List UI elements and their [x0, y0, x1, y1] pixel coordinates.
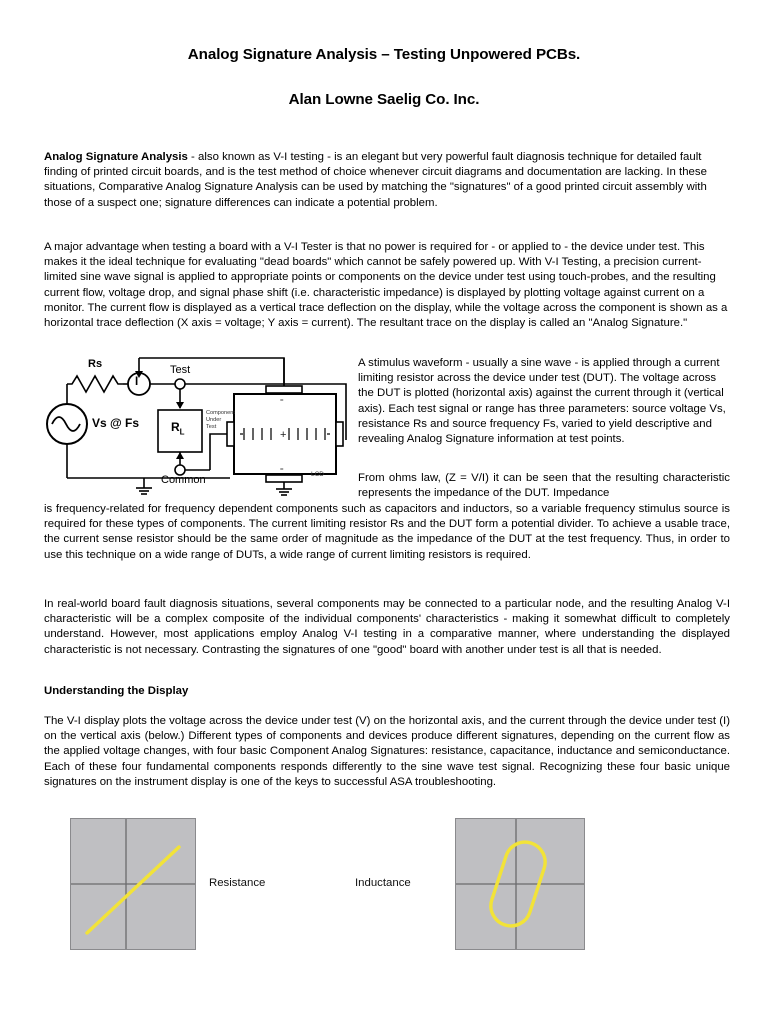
- paragraph-vi-display: The V-I display plots the voltage across the device under test (V) on the horizontal axis, and the current through the device under test (I) on the vertical axis (below.) Different types of components and devices produce different signatures, depending on the current flow as the applied voltage changes, with four basic Component Analog Signatures: resistance, capacitance, inductance and semiconductance. Each of these four fundamental components responds differently to the sine wave test signal. Recognizing these four basic unique signatures on the instrument display is one of the keys to successful ASA troubleshooting.: [44, 715, 730, 788]
- page-title: Analog Signature Analysis – Testing Unpowered PCBs.: [187, 46, 581, 63]
- heading-understanding-display: Understanding the Display: [44, 685, 189, 697]
- paragraph-intro-body: - also known as V-I testing - is an elegant but very powerful fault diagnosis technique for detailed fault finding of printed circuit boards, and is the test method of choice whenever circuit diagrams and documentation are lacking. In these situations, Comparative Analog Signature Analysis can be used by matching the "signatures" of a good printed circuit assembly with those of a suspect one; signature differences can indicate a potential problem.: [44, 151, 707, 209]
- rl-top-arrow-icon: [176, 402, 184, 409]
- signature-inductance-svg: [456, 819, 584, 949]
- paragraph-real-world: In real-world board fault diagnosis situations, several components may be connected to a particular node, and the resulting Analog V-I characteristic will be a complex composite of the individual components' characteristics - making it somewhat difficult to completely understand. However, most applications employ Analog V-I testing in a comparative manner, where understanding the displayed characteristic is not necessary. Contrasting the signatures of one "good" board with another under test is all that is needed.: [44, 598, 730, 656]
- signature-display-inductance: [455, 818, 585, 950]
- rl-bottom-arrow-icon: [176, 452, 184, 459]
- document-author: Alan Lowne Saelig Co. Inc.: [288, 91, 480, 108]
- lcd-plus-icon: +: [280, 429, 287, 441]
- circuit-label-test: Test: [170, 364, 191, 376]
- paragraph-intro-lead: Analog Signature Analysis: [44, 151, 188, 163]
- test-node: [175, 379, 185, 389]
- source-symbol: [47, 404, 87, 444]
- circuit-label-source: Vs @ Fs: [92, 416, 140, 430]
- signature-label-resistance: Resistance: [209, 877, 266, 889]
- circuit-diagram: [44, 352, 356, 500]
- circuit-label-current: I: [135, 376, 139, 388]
- signature-display-resistance: [70, 818, 196, 950]
- signature-resistance-svg: [71, 819, 195, 949]
- paragraph-intro: [44, 150, 730, 211]
- circuit-label-rs: Rs: [88, 358, 103, 370]
- circuit-label-load: $R_L$: [171, 420, 185, 437]
- resistance-trace: [87, 847, 179, 933]
- paragraph-ohms-law-start: From ohms law, (Z = V/I) it can be seen that the resulting characteristic represents the impedance of the DUT. Impedance: [358, 472, 730, 500]
- paragraph-stimulus: A stimulus waveform - usually a sine wave - is applied through a current limiting resistor across the device under test (DUT). The voltage across the DUT is plotted (horizontal axis) against the current through it (vertical axis). Each test signal or range has three parameters: source voltage Vs, resistance Rs and source frequency Fs, varied to yield descriptive and revealing Analog Signature information at test points.: [358, 357, 726, 446]
- circuit-label-common: Common: [161, 474, 206, 486]
- circuit-label-component-under-test: Component Under Test: [206, 410, 235, 430]
- paragraph-advantage: A major advantage when testing a board with a V-I Tester is that no power is required for - or applied to - the device under test. This makes it the ideal technique for evaluating "dead boards" which cannot be safely powered up. With V-I Testing, a precision current-limited sine wave signal is applied to appropriate points or components on the device under test using touch-probes, and the resulting current flow, voltage drop, and signal phase shift (i.e. characteristic impedance) is displayed by plotting voltage against current on a monitor. The current flow is displayed as a vertical trace deflection on the display, while the voltage across the component is shown as a horizontal trace deflection (X axis = voltage; Y axis = current). The resultant trace on the display is called an "Analog Signature.": [44, 241, 728, 330]
- circuit-label-lcd: LCD: [311, 471, 325, 478]
- svg-text:=: =: [280, 467, 284, 473]
- paragraph-ohms-law-rest: is frequency-related for frequency dependent components such as capacitors and inductors, so a variable frequency stimulus source is required for these types of components. The current limiting resistor Rs and the DUT form a potential divider. To achieve a usable trace, the current sense resistor should be the same order of magnitude as the impedance of the DUT at the test frequency. Thus, in order to use this technique on a wide range of DUTs, a wide range of current limiting resistors is required.: [44, 503, 730, 561]
- svg-text:=: =: [280, 398, 284, 404]
- signature-label-inductance: Inductance: [355, 877, 411, 889]
